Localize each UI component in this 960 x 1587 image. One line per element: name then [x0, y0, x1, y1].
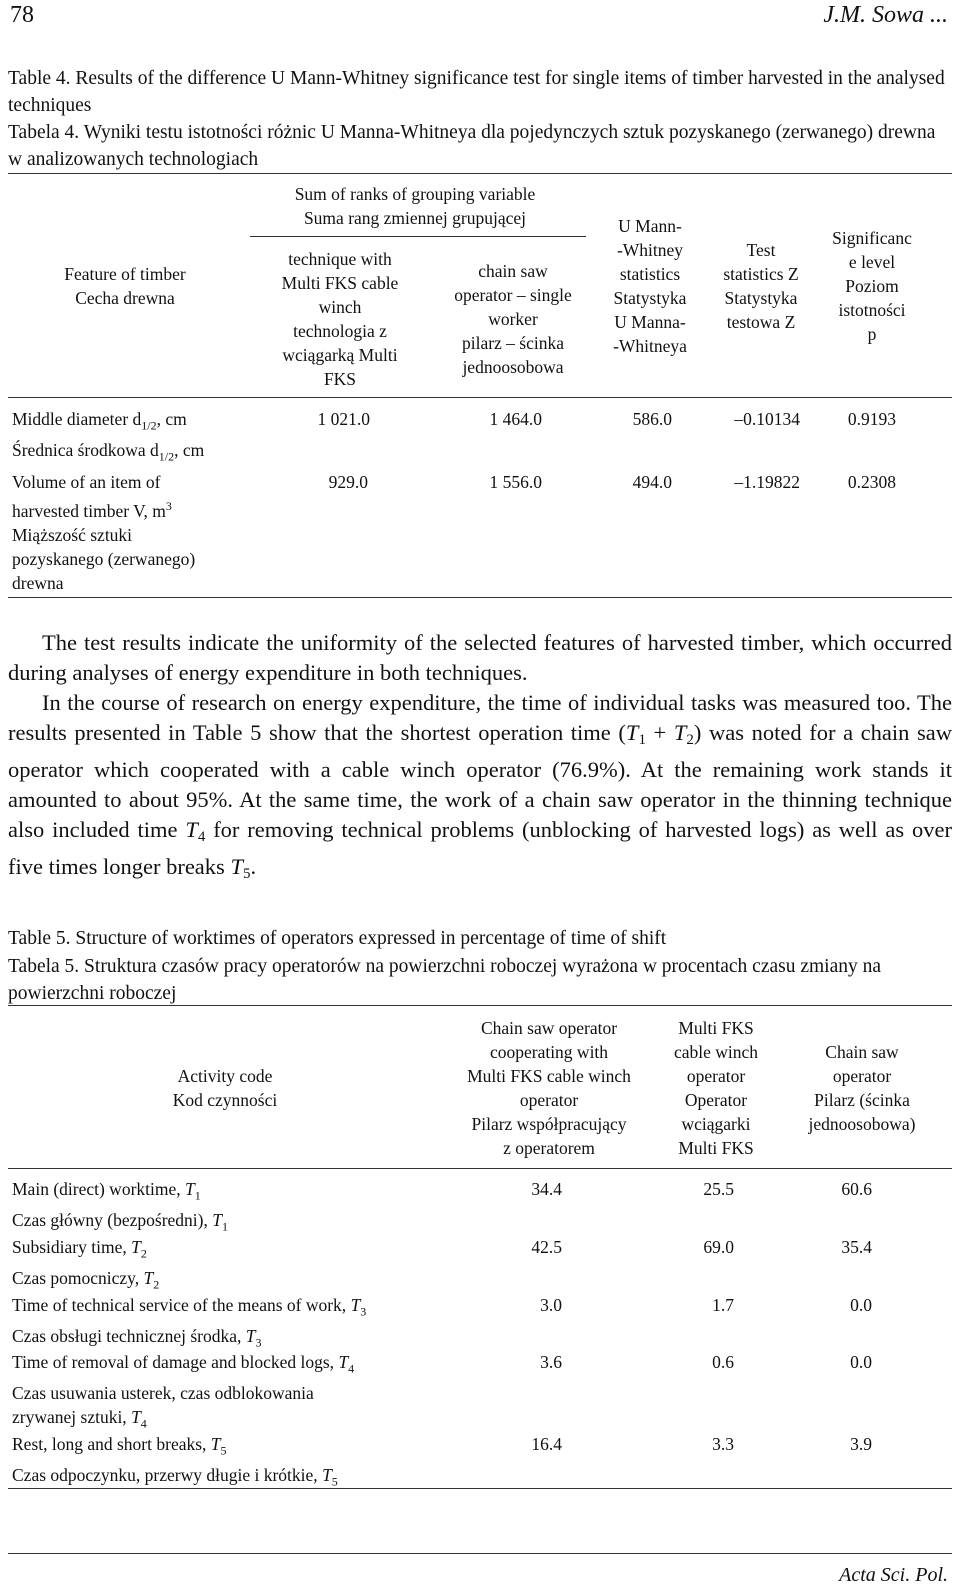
- t5-row1-a: 34.4: [531, 1179, 562, 1199]
- t4-group-header: Sum of ranks of grouping variable Suma rang zmiennej grupującej: [294, 184, 536, 228]
- t4-col-u: U Mann- -Whitney statistics Statystyka U Manna- -Whitneya: [613, 216, 687, 356]
- footer-journal: Acta Sci. Pol.: [839, 1564, 948, 1586]
- t5-row5-b: 3.3: [712, 1434, 734, 1454]
- t4-row2-multi: 929.0: [328, 472, 368, 492]
- body-text: [8, 628, 952, 889]
- t4-row1-chainsaw: 1 464.0: [489, 409, 542, 429]
- t4-row1-u: 586.0: [632, 409, 672, 429]
- t5-col-activity: Activity code Kod czynności: [172, 1066, 278, 1110]
- t5-bottom-rule: [8, 1488, 952, 1489]
- running-head: J.M. Sowa ...: [823, 2, 948, 28]
- t4-row1-label: Middle diameter $d_{1/2}$, cm Średnica środkowa $d_{1/2}$, cm: [12, 409, 205, 463]
- t4-row2-u: 494.0: [632, 472, 672, 492]
- t4-row1-z: –0.10134: [734, 409, 800, 429]
- t4-bottom-rule: [8, 597, 952, 598]
- table5-caption-en: Table 5. Structure of worktimes of operators expressed in percentage of time of shift: [8, 928, 667, 949]
- para-2: In the course of research on energy expenditure, the time of individual tasks was measured too. The results presented in Table 5 show that the shortest operation time $(T_1 + T_2)$ was noted for a chain saw operator which cooperated with a cable winch operator (76.9%). At the remaining work stands it amounted to about 95%. At the same time, the work of a chain saw operator in the thinning technique also included time $T_4$ for removing technical problems (unblocking of harvested logs) as well as over five times longer breaks $T_5$.: [8, 690, 953, 882]
- t4-row1-multi: 1 021.0: [317, 409, 370, 429]
- t5-row3-b: 1.7: [712, 1295, 734, 1315]
- table5-top-rule: [8, 1005, 952, 1006]
- t5-row3-c: 0.0: [850, 1295, 872, 1315]
- t5-row2-c: 35.4: [841, 1237, 872, 1257]
- table5-caption-pl: Tabela 5. Struktura czasów pracy operatorów na powierzchni roboczej wyrażona w procentach czasu zmiany na powierzchni roboczej: [8, 956, 882, 1004]
- t5-col-chainsaw-single: Chain saw operator Pilarz (ścinka jednoosobowa): [808, 1042, 916, 1134]
- t5-row4-label: Time of removal of damage and blocked logs, $T_4$ Czas usuwania usterek, czas odblokowania zrywanej sztuki, $T_4$: [12, 1352, 355, 1430]
- t5-row2-b: 69.0: [703, 1237, 734, 1257]
- t5-row4-c: 0.0: [850, 1352, 872, 1372]
- t5-row4-a: 3.6: [540, 1352, 562, 1372]
- t4-col-p: Significanc e level Poziom istotności p: [832, 228, 912, 344]
- t5-row3-a: 3.0: [540, 1295, 562, 1315]
- t5-row5-c: 3.9: [850, 1434, 872, 1454]
- t5-row1-b: 25.5: [703, 1179, 734, 1199]
- t4-col-z: Test statistics Z Statystyka testowa Z: [723, 240, 799, 332]
- t4-group-rule: [250, 236, 586, 237]
- t5-row5-a: 16.4: [531, 1434, 562, 1454]
- t5-row1-c: 60.6: [841, 1179, 872, 1199]
- footer-rule: [8, 1553, 952, 1554]
- t5-row5-label: Rest, long and short breaks, $T_5$ Czas odpoczynku, przerwy długie i krótkie, $T_5$: [12, 1434, 338, 1488]
- t5-row4-b: 0.6: [712, 1352, 734, 1372]
- t4-row2-chainsaw: 1 556.0: [489, 472, 542, 492]
- t5-col-winch-operator: Multi FKS cable winch operator Operator wciągarki Multi FKS: [673, 1018, 759, 1158]
- t5-row2-label: Subsidiary time, $T_2$ Czas pomocniczy, $T_2$: [12, 1237, 160, 1291]
- t5-header-rule: [8, 1168, 952, 1169]
- t4-row2-z: –1.19822: [734, 472, 800, 492]
- table4-caption-pl: Tabela 4. Wyniki testu istotności różnic U Manna-Whitneya dla pojedynczych sztuk pozyskanego (zerwanego) drewna w analizowanych technologiach: [8, 122, 936, 170]
- t5-col-chainsaw-coop: Chain saw operator cooperating with Multi FKS cable winch operator Pilarz współpracujący z operatorem: [467, 1018, 631, 1158]
- t5-row3-label: Time of technical service of the means of work, $T_3$ Czas obsługi technicznej środka, $T_3$: [12, 1295, 367, 1349]
- t4-col-feature: Feature of timber Cecha drewna: [64, 264, 186, 308]
- t4-row2-label: Volume of an item of harvested timber V, $m^3$ Miąższość sztuki pozyskanego (zerwanego) drewna: [12, 472, 196, 593]
- t4-row2-p: 0.2308: [847, 472, 896, 492]
- t4-header-rule: [8, 397, 952, 398]
- t4-row1-p: 0.9193: [847, 409, 896, 429]
- t5-row2-a: 42.5: [531, 1237, 562, 1257]
- t5-row1-label: Main (direct) worktime, $T_1$ Czas główny (bezpośredni), $T_1$: [12, 1179, 228, 1233]
- t4-col-multi: technique with Multi FKS cable winch technologia z wciągarką Multi FKS: [281, 249, 399, 389]
- page-number: 78: [10, 2, 34, 28]
- table4-caption-en: Table 4. Results of the difference U Mann-Whitney significance test for single items of timber harvested in the analysed techniques: [8, 68, 945, 116]
- table4-top-rule: [8, 173, 952, 174]
- para-1: The test results indicate the uniformity of the selected features of harvested timber, which occurred during analyses of energy expenditure in both techniques.: [8, 630, 952, 685]
- t4-col-chainsaw: chain saw operator – single worker pilarz – ścinka jednoosobowa: [454, 261, 572, 377]
